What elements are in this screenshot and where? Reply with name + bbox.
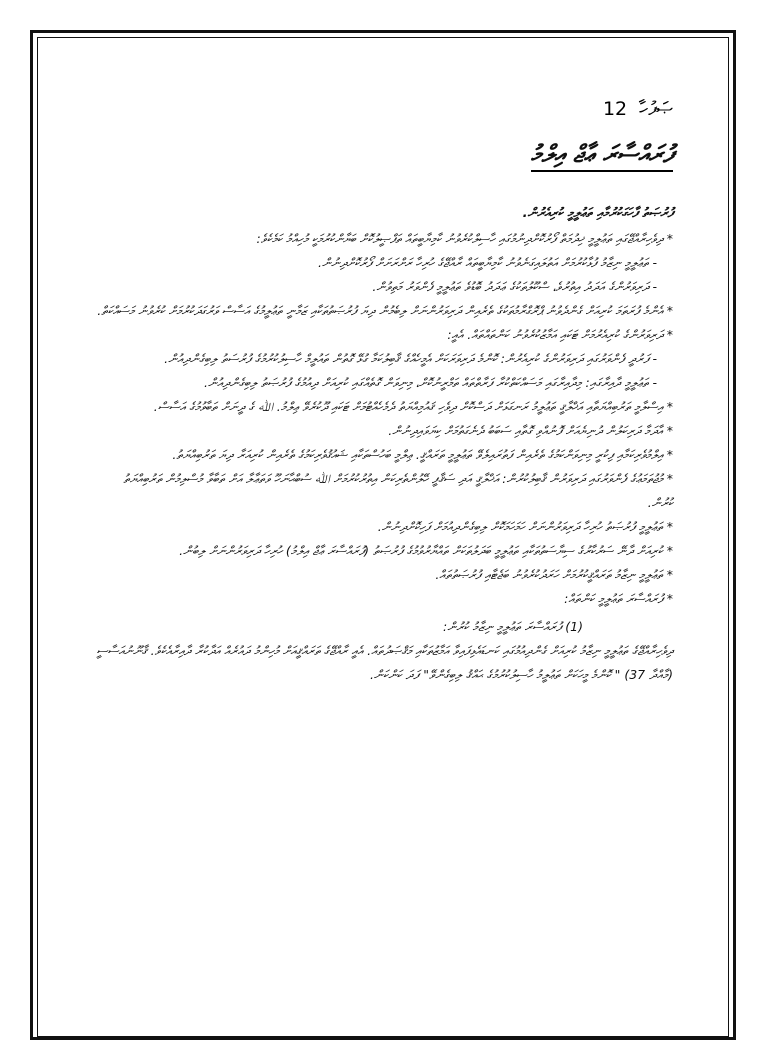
- paragraph-13: * ކުރިއަށް ދާނޭ ސަރުކާރުގެ ސިޔާސަތުތަކާއި ތަޢުލީމީ ބަދަލުތަކަށް ތައްޔާރުވުމުގެ ފުރުޞަތު (ފުރައްސާރަ ޢާޖް އިލްމު) ހުރިހާ ދަރިވަރުންނަށް ލިބުން.: [179, 543, 673, 558]
- section-heading: ފުރުޞަތު ފާހަގަކުރުމާއި ތަޢުލީމީ ކުރިއެރުން.: [522, 206, 673, 221]
- page-number: [95, 98, 673, 120]
- paragraph-4: * އެންމެ ފުރަތަމަ ކުރިއަށް ގެންދެވުނު ޕްރޮގްރާމުތަކުގެ ތެރެއިން ދަރިވަރުންނަށް ލިބެމުން ދިޔަ ފުރުޞަތުތަކާއި ޒަމާނީ ތަޢުލީމުގެ އަސާސް ވަރުގަދަކުރުމަށް ކުރެވުނު މަސައްކަތް.: [97, 303, 673, 318]
- paragraph-1: * ދިވެހިރާއްޖޭގައި ތަޢުލީމީ ޚިދުމަތް ފޯރުކޮށްދިނުމުގައި ހާސިލްކުރެވުނު ކާމިޔާބީތައް ތަފްޞީލުކޮށް ބަޔާންކުރުމަކީ މުހިއްމު ކަމެކެވެ:: [256, 231, 673, 246]
- paragraph-6: - ފަރުދީ ފެންވަރުގައި ދަރިވަރުންގެ ކުރިއެރުން: ކޮންމެ ދަރިވަރަކަށް އެމީހެއްގެ ޤާބިލުކަމާ ގުޅޭ ގޮތުން ތައުލީމް ހާސިލުކުރުމުގެ ފުރުސަތު ލިބިގެންދިއުން.: [164, 351, 657, 366]
- paragraph-14: * ތަޢުލީމީ ނިޒާމު ތަރައްޤީކުރުމަށް ހަރަދުކުރެވުނު ބަޖެޓާއި ފުރުޞަތުތައް.: [435, 567, 673, 582]
- paragraph-7: - ތަޢުލީމީ ދާއިރާގައި: މިދާއިރާގައި މަސައްކަތްކުރާ ފަރާތްތައް ތަމްރީނުކޮށް، މިނިވަން ގޮތެއްގައި ކުރިއަށް ދިއުމުގެ ފުރުޞަތު ލިބިގެންދިއުން.: [203, 375, 657, 390]
- paragraph-10: * އިލްމުވެރިކަމާއި ފިކުރީ މިނިވަންކަމުގެ ތެރެއިން ފަތުރައިލެވޭ ތަޢުލީމީ ތަރައްޤީ. ޢިލްމީ ބަހުސްތަކާއި ޝައުޤުވެރިކަމުގެ ތެރެއިން ކުރިއަރާ ދިޔަ ތަރުބިއްޔަތު.: [172, 447, 673, 462]
- paragraph-12: * ތަޢުލީމީ ފުރުޞަތު ހުރިހާ ދަރިވަރުންނަށް ހަމަހަމަކޮށް ލިބިގެންދިއުމަށް ފަހިކޮށްދިނުން.: [377, 519, 673, 534]
- paragraph-5: * ދަރިވަރުންގެ ކުރިއެރުމަށް ޓަކައި އަމާޒުކުރެވުނު ކަންތައްތައް. އެއީ:: [447, 327, 673, 342]
- paragraph-11: * މުޖުތަމަޢުގެ ފެންވަރުގައި ދަރިވަރުން ޤާބިލުކުރުން: އަޚްލާޤީ އަދި ސަޤާފީ ހޭލުންތެރިކަން އިތުރުކުރުމަށް ﷲ ސުބްޙާނަހޫ ވަތަޢާލާ އަށް ތަބާވާ މުސްލިމުން ތަރުބިއްޔަތު ކުރުން.: [123, 471, 673, 510]
- page-number-value: 12: [602, 98, 628, 120]
- paragraph-9: * އާދަމާ ދަރިކަލުން ދުނިޔެއަށް ފޮނުއްވި ގޮތާއި ސަބަބު ދެނެގަތުމަށް ކިޔަވައިދިނުން.: [388, 423, 673, 438]
- chapter-title: ފުރައްސާރަ ޢާޖް އިލްމު: [531, 140, 673, 172]
- paragraph-8: * އިސްލާމީ ތަރުބިއްޔަތާއި އަޚްލާޤީ ތަޢުލީމު ރަނގަޅަށް ދަސްކޮށް ދިވެހި ޤައުމިއްޔަތު ދެމެހެއްޓުމަށް ޓަކައި ދޫކުރެވޭ ޢިލްމު. ﷲ ގެ ދީނަށް ތަބާވުމުގެ އަސާސް.: [153, 399, 673, 414]
- paragraph-15: * ފުރައްސާރަ ތަޢުލީމީ ކަންތައް:: [564, 591, 673, 606]
- document-body: [95, 98, 673, 687]
- numbered-item-1: (1) ފުރައްސާރަ ތަޢުލީމީ ނިޒާމު ކުރުން:: [443, 619, 583, 634]
- paragraph-3: - ދަރިވަރުންގެ އަދަދު އިތުރުވެ، ސްކޫލުތަކުގެ ޢަދަދު ބޮޑުވެ ތަޢުލީމީ ފެންވަރު މަތިވުން.: [372, 279, 657, 294]
- page-number-label: ޞަފުހާ: [639, 98, 673, 120]
- paragraph-2: - ތަޢުލީމީ ނިޒާމު ފުޅާކުރުމަށް އަތުލައިގަނެވުނު ކާމިޔާބީތައް ރާއްޖޭގެ ހުރިހާ ރަށްރަށަށް ފޯރުކޮށްދިނުން.: [318, 255, 657, 270]
- final-paragraph: ދިވެހިރާއްޖޭގެ ތަޢުލީމީ ނިޒާމު ކުރިއަށް ގެންދިއުމުގައި ކަނޑައެޅިފައިވާ އަމާޒުތަކާއި މަޤްޞަދުތައް. އެއީ ރާއްޖޭގެ ތަރައްޤީއަށް މުހިންމު ދައުރެއް އަދާކުރާ ދާއިރާއެކެވެ. ޤާނޫނުއަސާސީ (މާއްދާ 37) " ކޮންމެ މީހަކަށް ތަޢުލީމު ހާސިލުކުރުމުގެ ޙައްޤު ލިބިގެންވޭ" ފަދަ ކަންކަން.: [96, 643, 673, 682]
